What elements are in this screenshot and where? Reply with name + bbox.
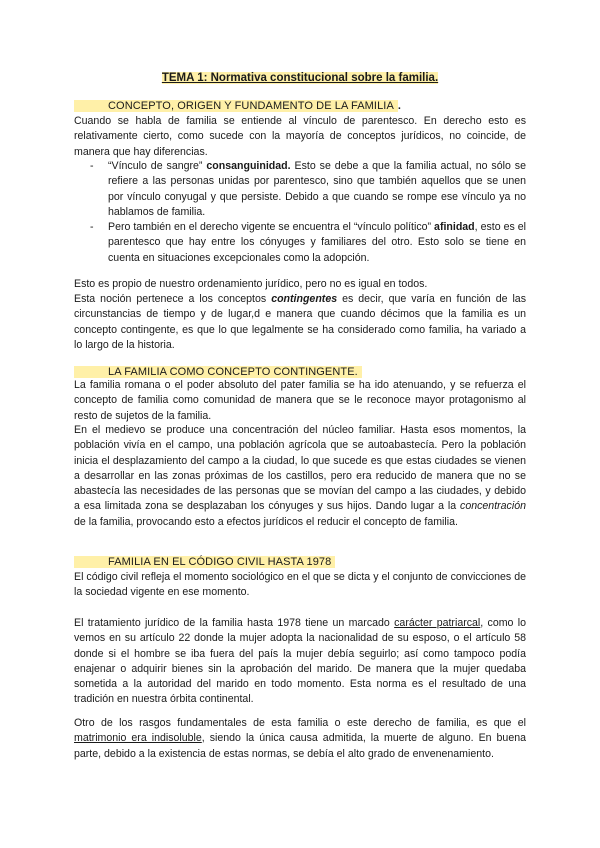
heading-highlight — [74, 366, 362, 378]
paragraph-codigo-civil: El código civil refleja el momento sociológico en el que se dicta y el conjunto de convicciones de la sociedad vigente en ese momento. — [74, 571, 526, 599]
paragraph-contingentes — [74, 292, 526, 353]
heading-text: FAMILIA EN EL CÓDIGO CIVIL HASTA 1978 — [108, 556, 332, 568]
bullet-term: consanguinidad. — [206, 160, 291, 172]
section-heading-contingente — [74, 365, 362, 379]
underlined-term: carácter patriarcal — [394, 617, 481, 629]
bullet-consanguinidad — [108, 159, 526, 220]
section-heading-concepto — [74, 99, 401, 113]
paragraph-text: es decir, que varía en función de las circunstancias de tiempo y de lugar,d e manera que cuando décimos que la familia es un concepto contingente, es que lo que legalmente se ha considerado como familia, ha variado a lo largo de la historia. — [74, 293, 527, 351]
bullet-text: Esto se debe a que la familia actual, no sólo se refiere a las personas unidas por parentesco, sino que también aquellos que se unen por vínculo conyugal y que persiste. Debido a que cuando se rompe ese vínculo ya no hablamos de familia. — [108, 160, 526, 218]
paragraph-text: En el medievo se produce una concentración del núcleo familiar. Hasta esos momentos, la población vivía en el campo, una población agrícola que se autoabastecía. Pero la población inicia el desplazamiento del campo a la ciudad, lo que sucede es que estas ciudades se vienen a desarrollar en las zonas próximas de los castillos, pero era reducido de manera que no se abastecía las necesidades de las personas que se movían del campo a las ciudades, y debido a esa limitada zona se desplazaban los cónyuges y sus hijos. Dando lugar a la — [74, 424, 526, 513]
emphasis-term: contingentes — [271, 293, 338, 305]
title-text: TEMA 1: Normativa constitucional sobre la familia — [161, 72, 435, 84]
section-heading-codigo-civil — [74, 555, 335, 569]
heading-text: LA FAMILIA COMO CONCEPTO CONTINGENTE. — [108, 366, 358, 378]
paragraph-text: de la familia, provocando esto a efectos jurídicos el reducir el concepto de familia. — [74, 515, 458, 528]
paragraph-familia-romana: La familia romana o el poder absoluto del pater familia se ha ido atenuando, y se refuerza el concepto de familia como comunidad de manera que se le reconoce mayor protagonismo al resto de sujetos de la familia. — [74, 379, 526, 422]
paragraph-text: , como lo vemos en su artículo 22 donde la mujer adopta la nacionalidad de su esposo, o el artículo 58 donde si el hombre se iba fuera del país la mujer debía seguirlo; así como tampoco podía enajenar o adquirir bienes sin la aprobación del marido. De manera que la mujer quedaba sometida a la autoridad del marido en todo momento. Esta norma es el resultado de una tradición en nuestra órbita continental. — [74, 617, 527, 706]
title-period: . — [434, 72, 439, 84]
paragraph-medievo — [74, 423, 526, 530]
bullet-text: Pero también en el derecho vigente se encuentra el “vínculo político” — [108, 221, 435, 233]
heading-period: . — [397, 100, 402, 112]
heading-text: CONCEPTO, ORIGEN Y FUNDAMENTO DE LA FAMILIA — [108, 100, 394, 112]
bullet-text: , esto es el parentesco que hay entre los cónyuges y familiares del otro. Esto solo se tiene en cuenta en situaciones excepcionales como la adopción. — [108, 221, 527, 264]
bullet-marker: - — [90, 221, 94, 233]
paragraph-text: El tratamiento jurídico de la familia hasta 1978 tiene un marcado — [74, 617, 395, 629]
heading-highlight — [74, 100, 398, 112]
bullet-afinidad — [108, 220, 526, 266]
bullet-text: “Vínculo de sangre” — [108, 160, 207, 172]
paragraph-text: , siendo la única causa admitida, la muerte de alguno. En buena parte, debido a la existencia de estas normas, se debía el alto grado de envenenamiento. — [74, 732, 526, 760]
paragraph-text: Otro de los rasgos fundamentales de esta familia o este derecho de familia, es que el — [74, 717, 526, 729]
underlined-term: matrimonio era indisoluble — [74, 732, 202, 745]
paragraph-intro: Cuando se habla de familia se entiende al vínculo de parentesco. En derecho esto es relativamente cierto, como sucede con la mayoría de conceptos jurídicos, no coincide, de manera que hay diferencias. — [74, 115, 526, 158]
paragraph-indisoluble — [74, 716, 526, 762]
paragraph-patriarcal — [74, 616, 526, 708]
emphasis-term: concentración — [460, 500, 526, 513]
document-title — [0, 71, 600, 85]
paragraph-text: Esta noción pertenece a los conceptos — [74, 293, 272, 305]
bullet-term: afinidad — [434, 221, 475, 233]
paragraph-ordenamiento: Esto es propio de nuestro ordenamiento jurídico, pero no es igual en todos. — [74, 278, 428, 290]
heading-highlight — [74, 556, 335, 568]
bullet-marker: - — [90, 160, 94, 172]
